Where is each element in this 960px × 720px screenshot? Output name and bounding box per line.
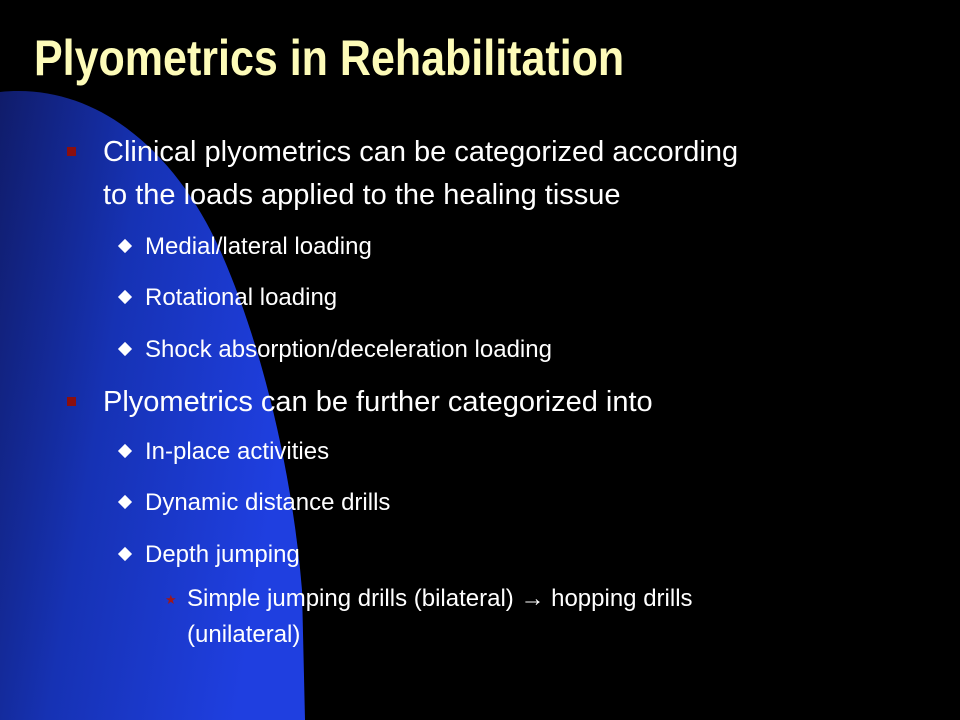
star-bullet-icon: ★: [165, 593, 177, 608]
square-bullet-icon: [67, 397, 76, 406]
diamond-bullet-icon: [118, 495, 132, 509]
bullet-1-line-1: Clinical plyometrics can be categorized according: [103, 136, 739, 168]
slide-title: Plyometrics in Rehabilitation: [34, 30, 625, 86]
sub-bullet-shock-absorption: Shock absorption/deceleration loading: [145, 336, 552, 363]
subsub-bullet-line-2: (unilateral): [187, 621, 301, 648]
bullet-1-line-2: to the loads applied to the healing tissue: [103, 179, 621, 211]
diamond-bullet-icon: [118, 547, 132, 561]
diamond-bullet-icon: [118, 444, 132, 458]
diamond-bullet-icon: [118, 239, 132, 253]
square-bullet-icon: [67, 147, 76, 156]
sub-bullet-medial-lateral: Medial/lateral loading: [145, 233, 372, 260]
sub-bullet-rotational: Rotational loading: [145, 284, 338, 311]
bullet-2-line-1: Plyometrics can be further categorized into: [103, 386, 653, 418]
sub-bullet-in-place: In-place activities: [145, 438, 330, 465]
diamond-bullet-icon: [118, 342, 132, 356]
subsub-bullet-line-1: Simple jumping drills (bilateral) → hopping drills: [187, 585, 693, 612]
diamond-bullet-icon: [118, 290, 132, 304]
sub-bullet-dynamic-distance: Dynamic distance drills: [145, 489, 391, 516]
sub-bullet-depth-jumping: Depth jumping: [145, 541, 300, 568]
